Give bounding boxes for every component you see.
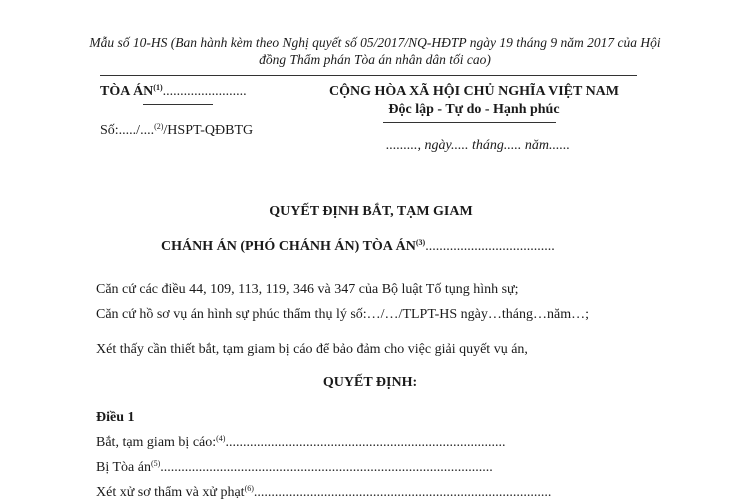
basis-line: Căn cứ hồ sơ vụ án hình sự phúc thẩm thụ lý số:…/…/TLPT-HS ngày…tháng…năm…;	[96, 307, 589, 322]
footnote-ref: (4)	[216, 434, 226, 443]
form-note-line2: đồng Thẩm phán Tòa án nhân dân tối cao)	[259, 52, 491, 67]
header-divider	[100, 75, 637, 76]
motto-underline	[383, 122, 556, 123]
article-line	[96, 435, 505, 451]
decision-number	[100, 123, 253, 139]
issuer-blank: .....................................	[425, 239, 555, 254]
article-line-blank: .....................................................................................	[253, 485, 552, 500]
article-line	[96, 460, 493, 476]
article-line-label: Bắt, tạm giam bị cáo:	[96, 435, 217, 450]
court-underline	[143, 104, 213, 105]
court-label-text: TÒA ÁN	[100, 84, 154, 99]
decision-heading: QUYẾT ĐỊNH:	[322, 375, 418, 390]
footnote-ref: (5)	[150, 459, 161, 468]
form-note-line1: Mẫu số 10-HS (Ban hành kèm theo Nghị quyết số 05/2017/NQ-HĐTP ngày 19 tháng 9 năm 2017 của Hội	[89, 35, 661, 50]
article-1-heading: Điều 1	[96, 410, 135, 425]
footnote-ref: (2)	[154, 122, 164, 131]
footnote-ref: (1)	[153, 83, 163, 92]
article-line-label: Bị Tòa án	[96, 460, 151, 475]
number-suffix: /HSPT-QĐBTG	[163, 123, 254, 138]
place-date: ........., ngày..... tháng..... năm......	[386, 138, 570, 153]
article-line-blank: ...............................................................................................	[160, 460, 493, 475]
issuer-line	[161, 239, 555, 255]
number-prefix: Số:...../....	[100, 123, 155, 138]
republic-motto: Độc lập - Tự do - Hạnh phúc	[388, 102, 560, 117]
court-blank: ........................	[162, 84, 247, 99]
article-line	[96, 485, 551, 500]
article-line-label: Xét xử sơ thẩm và xử phạt	[96, 485, 245, 500]
consideration: Xét thấy cần thiết bắt, tạm giam bị cáo để bảo đảm cho việc giải quyết vụ án,	[96, 342, 528, 357]
footnote-ref: (3)	[415, 238, 426, 247]
basis-line: Căn cứ các điều 44, 109, 113, 119, 346 và 347 của Bộ luật Tố tụng hình sự;	[96, 282, 519, 297]
issuer-label: CHÁNH ÁN (PHÓ CHÁNH ÁN) TÒA ÁN	[161, 239, 416, 254]
republic-name: CỘNG HÒA XÃ HỘI CHỦ NGHĨA VIỆT NAM	[328, 84, 620, 99]
footnote-ref: (6)	[244, 484, 254, 493]
court-label	[100, 84, 247, 100]
document-title: QUYẾT ĐỊNH BẮT, TẠM GIAM	[269, 204, 473, 219]
article-line-blank: ................................................................................	[225, 435, 506, 450]
